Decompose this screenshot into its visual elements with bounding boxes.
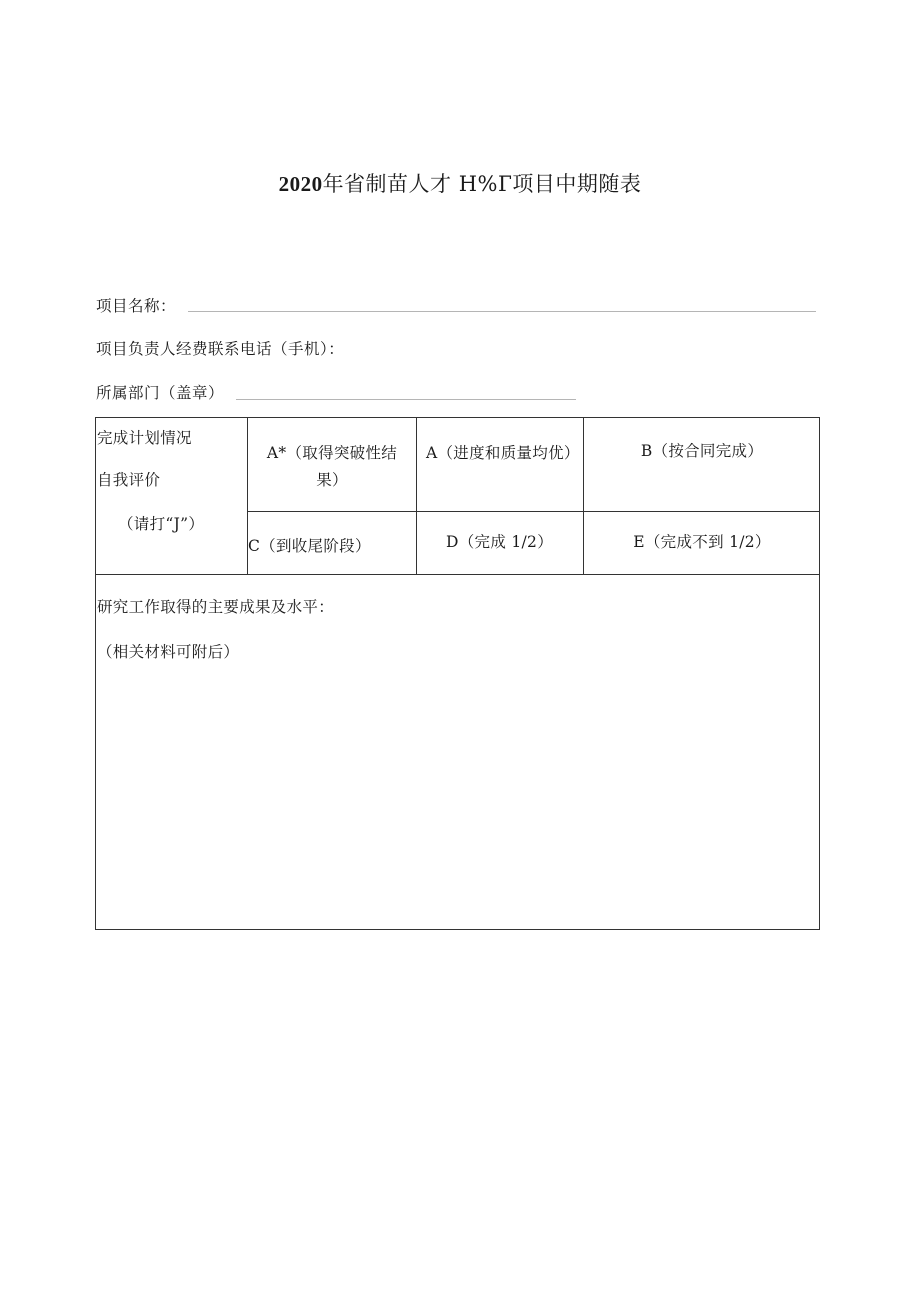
department-field[interactable] (236, 399, 576, 400)
project-name-field[interactable] (188, 311, 816, 312)
row-header-line2: 自我评价 (97, 471, 161, 489)
leader-phone-label: 项目负责人经费联系电话（手机）： (96, 340, 345, 358)
option-a-star-cell[interactable]: A*（取得突破性结果） (266, 444, 398, 489)
title-text: 年省制苗人才 H%Г项目中期随表 (322, 172, 642, 196)
option-a-cell[interactable]: A（进度和质量均优） (426, 444, 580, 462)
project-name-label: 项目名称： (96, 297, 177, 315)
option-e-cell[interactable]: E（完成不到 1/2） (633, 533, 771, 551)
results-note: （相关材料可附后） (97, 643, 240, 661)
row-header-line3: （请打“J”） (118, 515, 205, 533)
row-header-line1: 完成计划情况 (97, 429, 192, 447)
title-year: 2020 (278, 172, 323, 196)
page-title (0, 168, 920, 198)
table-divider (247, 511, 820, 512)
table-divider (95, 574, 820, 575)
results-heading: 研究工作取得的主要成果及水平： (97, 598, 335, 616)
option-c-cell[interactable]: C（到收尾阶段） (248, 537, 371, 555)
option-d-cell[interactable]: D（完成 1/2） (446, 533, 553, 551)
department-label: 所属部门（盖章） (96, 384, 225, 402)
results-input-area[interactable] (96, 665, 819, 929)
option-b-cell[interactable]: B（按合同完成） (640, 442, 764, 460)
